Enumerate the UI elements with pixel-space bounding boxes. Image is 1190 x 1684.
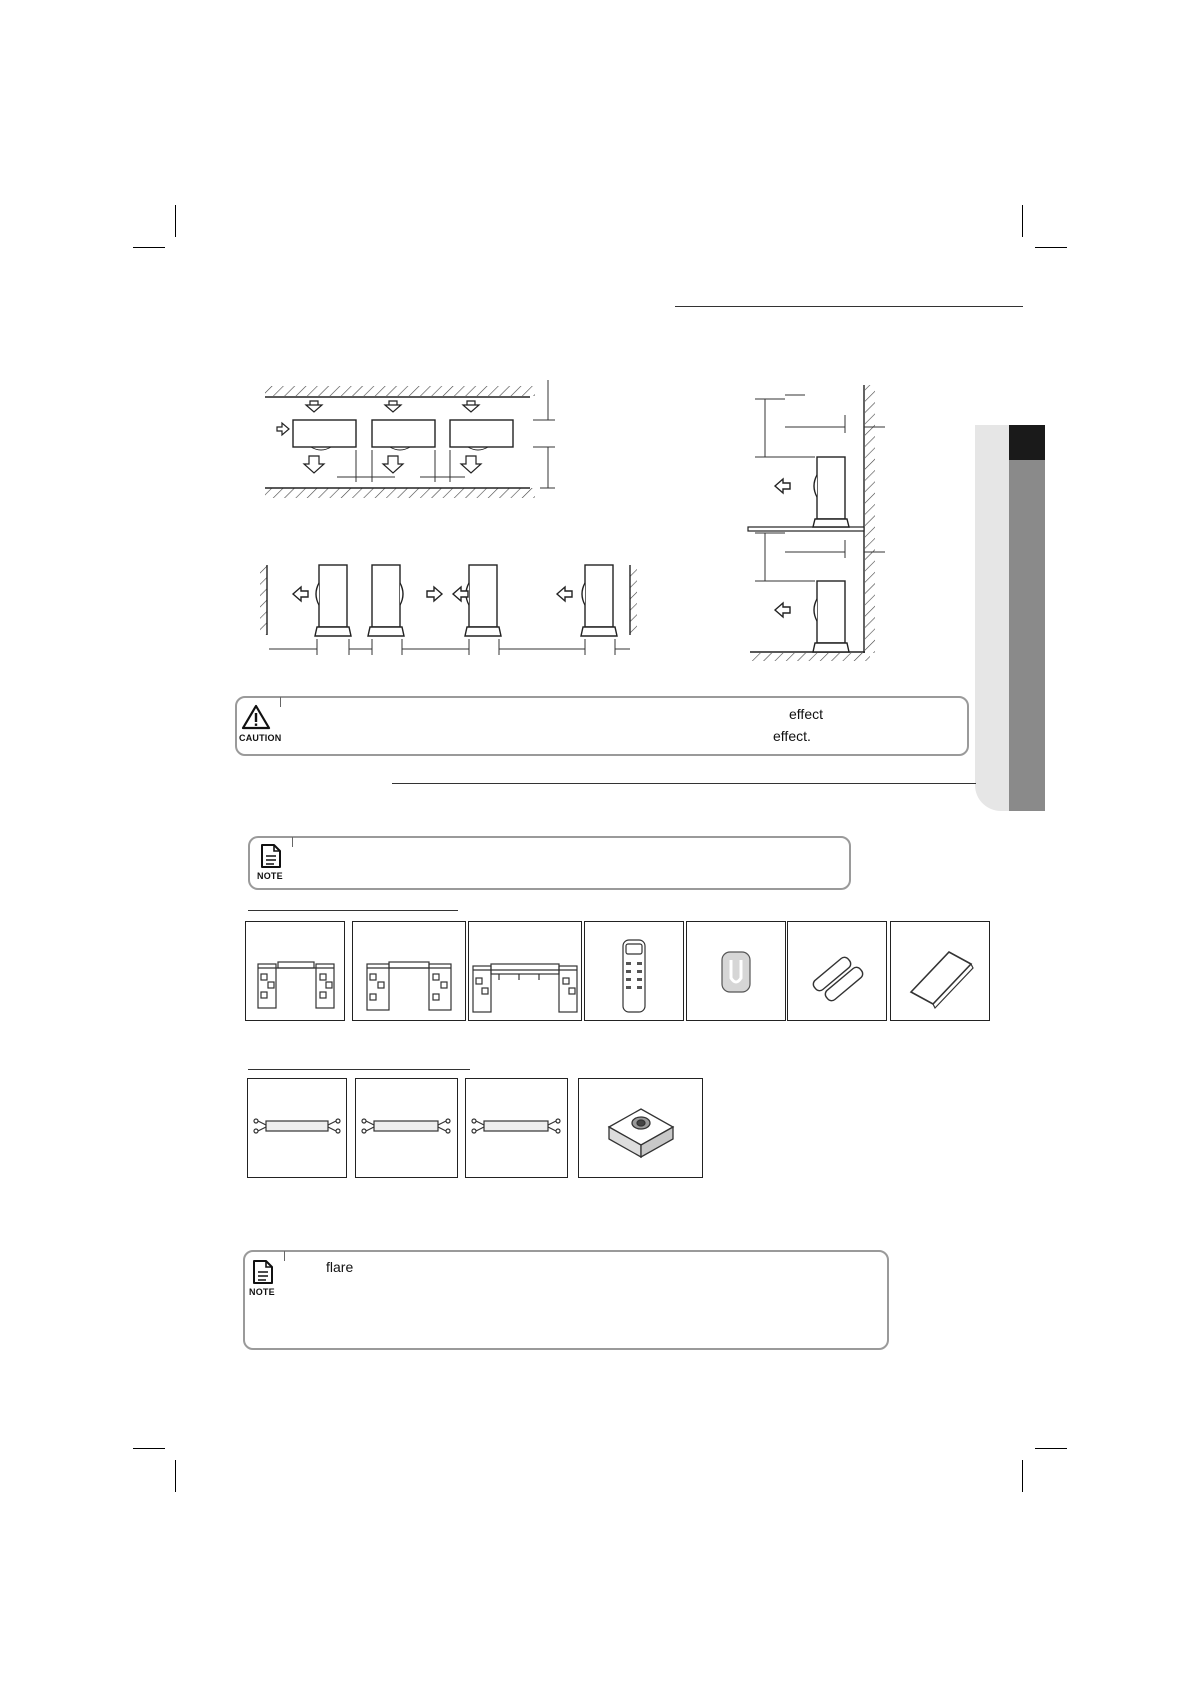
side-tab [975,425,1045,811]
insulated-pipe-3 [465,1078,568,1178]
header-rule [675,306,1023,307]
crop-mark-top-left-h [133,247,165,248]
caution-icon-label: CAUTION [239,733,282,743]
note-icon [260,843,282,869]
caution-text-line1: effect [789,706,823,722]
note-icon [252,1259,274,1285]
mounting-frame-medium [352,921,466,1021]
note-1-divider [292,837,293,847]
section-rule [392,783,976,784]
crop-mark-bottom-left-h [133,1448,165,1449]
accessories-rule-1 [248,910,458,911]
side-tab-mid [1009,425,1045,811]
drain-fitting [578,1078,703,1178]
side-tab-dark [1009,425,1045,460]
note-2-divider [284,1251,285,1261]
insulated-pipe-1 [247,1078,347,1178]
caution-divider [280,697,281,707]
crop-mark-bottom-left-v [175,1460,176,1492]
caution-text-line2: effect. [773,728,811,744]
caution-box [235,696,969,756]
crop-mark-bottom-right-h [1035,1448,1067,1449]
note-box-1 [248,836,851,890]
crop-mark-top-right-h [1035,247,1067,248]
stacked-units-clearance-diagram [745,385,905,665]
mounting-frame-large [468,921,582,1021]
remote-holder [686,921,786,1021]
crop-mark-bottom-right-v [1022,1460,1023,1492]
insulated-pipe-2 [355,1078,458,1178]
note-2-text-line1: flare [326,1259,354,1275]
manual [890,921,990,1021]
accessories-rule-2 [248,1069,470,1070]
remote-control [584,921,684,1021]
note-icon-label: NOTE [249,1287,275,1297]
side-units-clearance-diagram [255,555,645,660]
crop-mark-top-right-v [1022,205,1023,237]
ceiling-units-clearance-diagram [255,380,575,510]
note-icon-label: NOTE [257,871,283,881]
caution-icon [241,704,271,730]
batteries [787,921,887,1021]
crop-mark-top-left-v [175,205,176,237]
side-tab-light [975,425,1009,811]
mounting-frame-small [245,921,345,1021]
